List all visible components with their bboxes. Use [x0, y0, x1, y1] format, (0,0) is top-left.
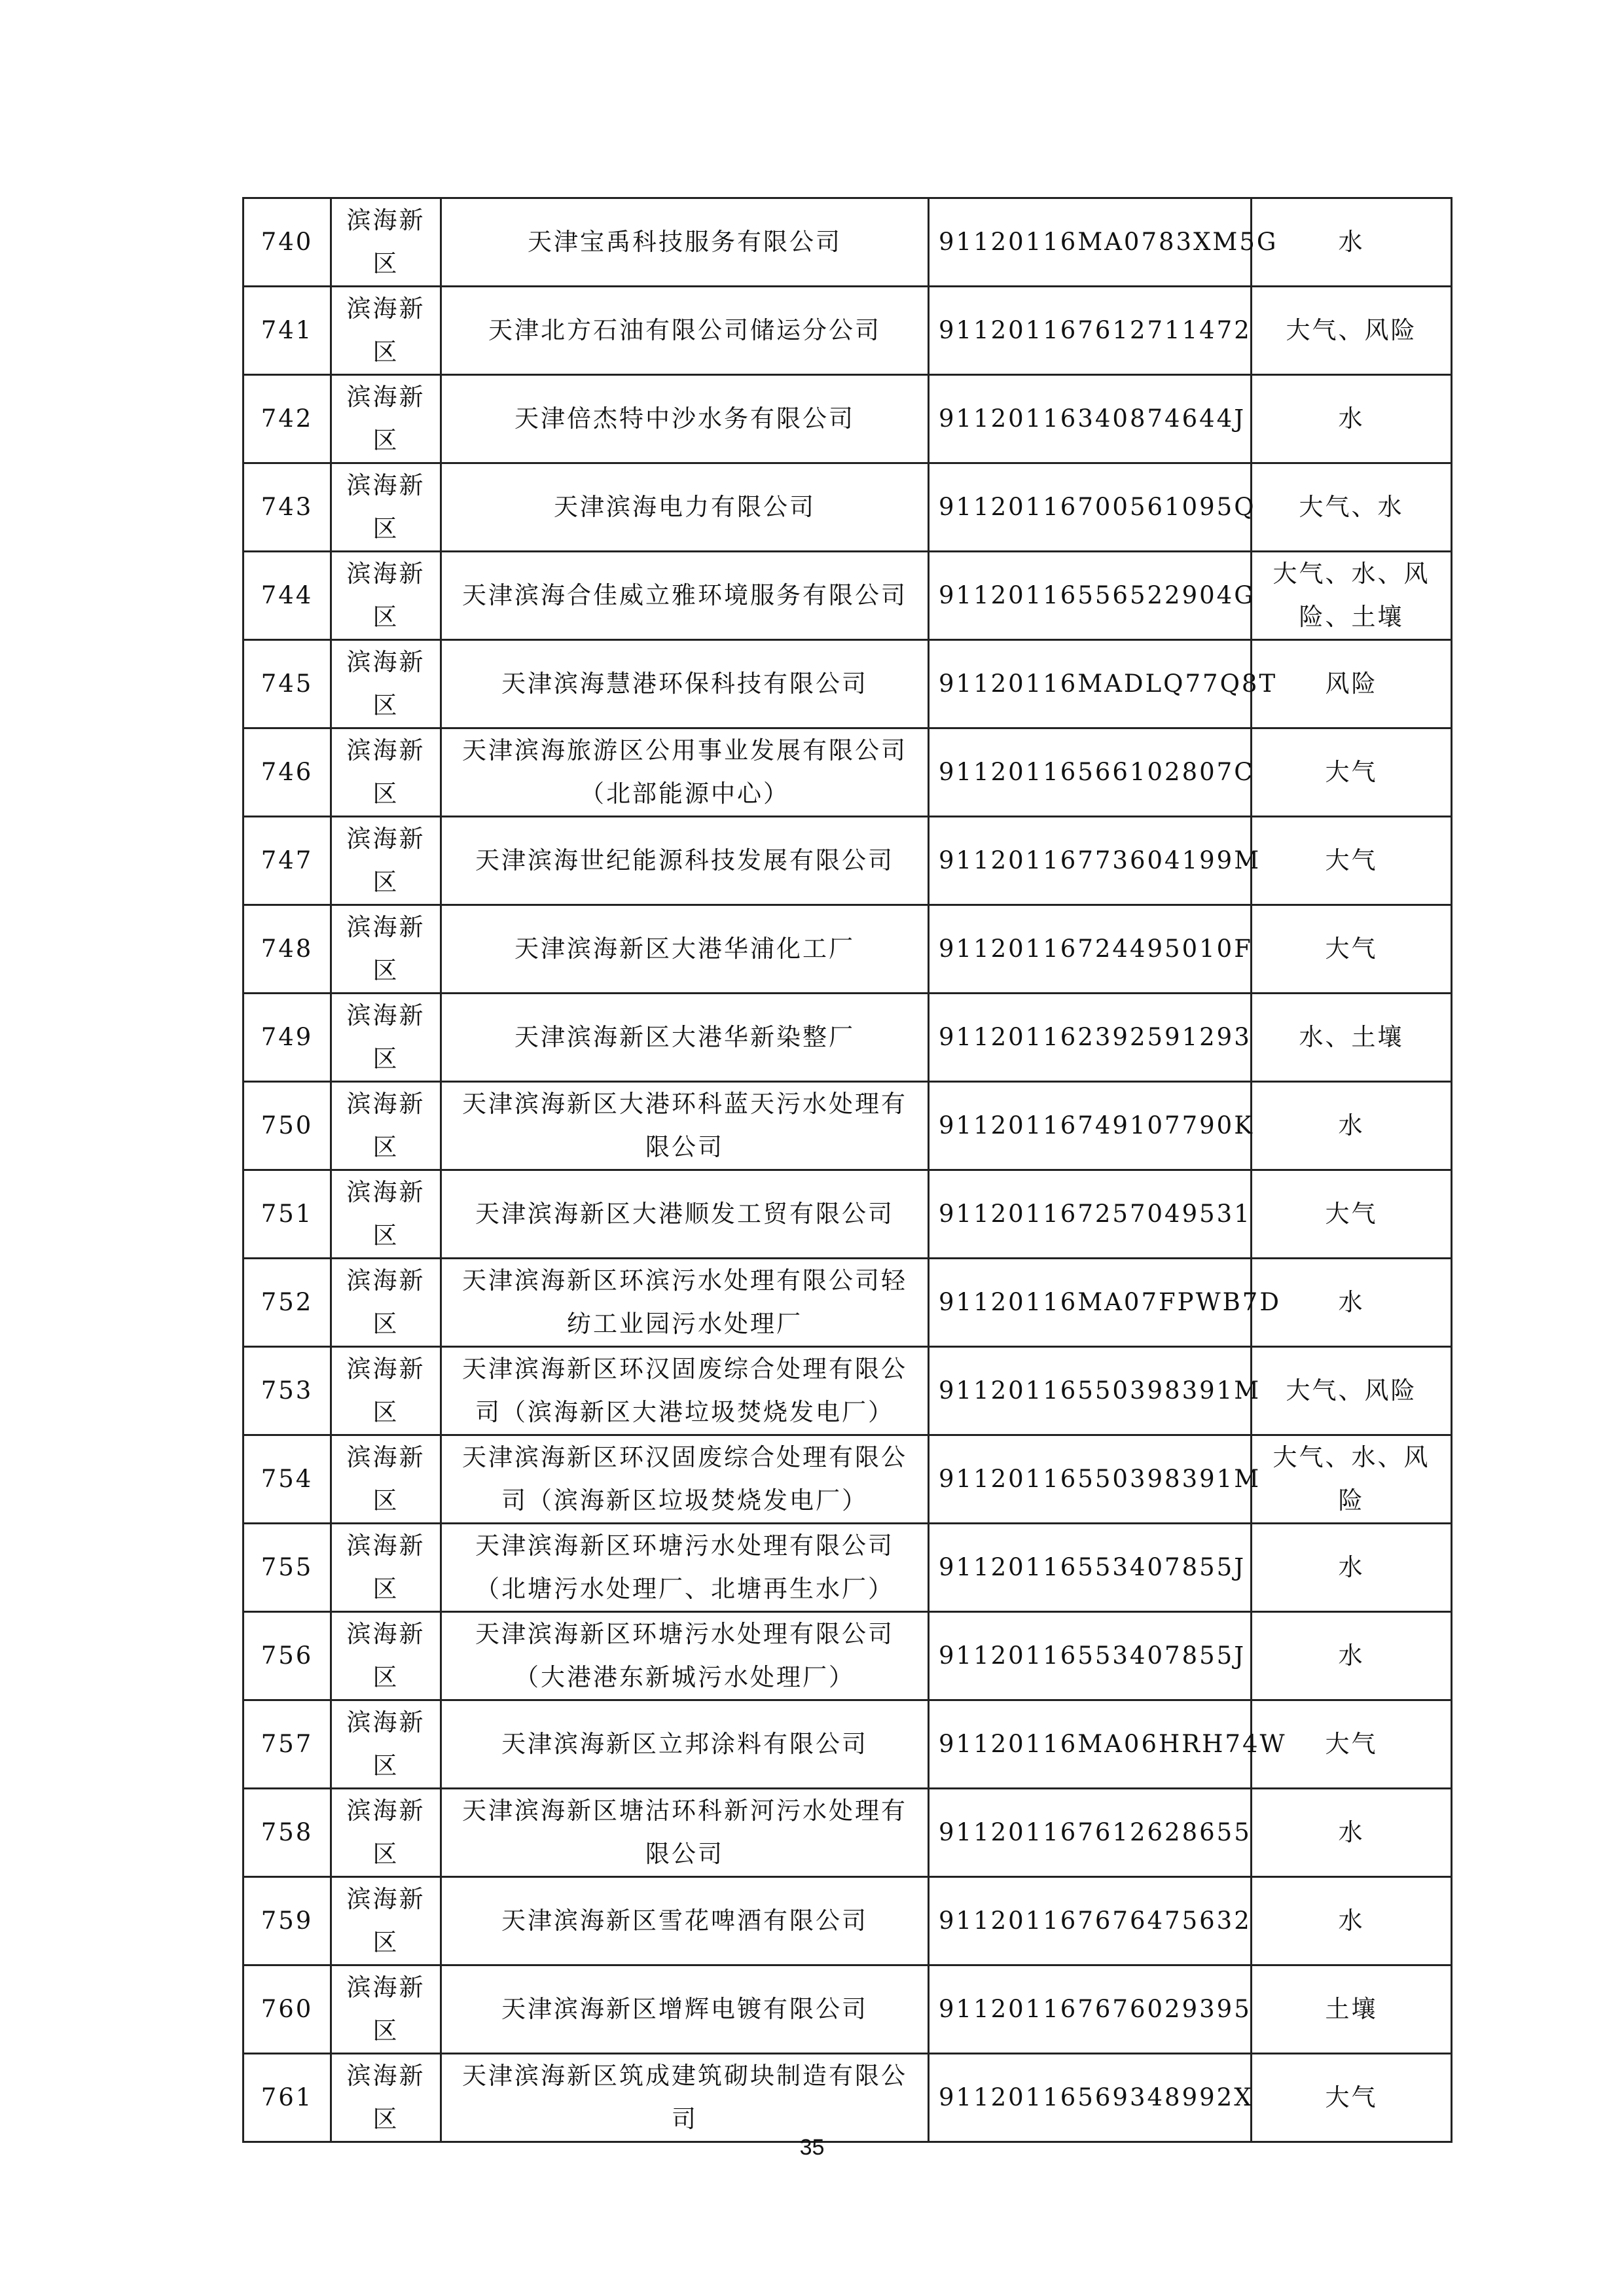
credit-code: 91120116340874644J [929, 375, 1252, 463]
table-row [244, 287, 1452, 375]
row-number: 747 [244, 817, 331, 905]
district: 滨海新区 [331, 1082, 441, 1170]
credit-code: 911201167676029395 [929, 1965, 1252, 2054]
company-name: 天津滨海新区筑成建筑砌块制造有限公司 [441, 2054, 929, 2142]
company-name: 天津滨海电力有限公司 [441, 463, 929, 552]
table-row [244, 1877, 1452, 1965]
table-row [244, 1612, 1452, 1700]
company-name: 天津滨海旅游区公用事业发展有限公司（北部能源中心） [441, 728, 929, 817]
row-number: 749 [244, 994, 331, 1082]
district: 滨海新区 [331, 1170, 441, 1259]
table-row [244, 1259, 1452, 1347]
category: 水 [1252, 1259, 1452, 1347]
category: 大气 [1252, 728, 1452, 817]
table-row [244, 817, 1452, 905]
credit-code: 91120116MA0783XM5G [929, 198, 1252, 287]
row-number: 757 [244, 1700, 331, 1789]
row-number: 744 [244, 552, 331, 640]
company-name: 天津滨海新区环滨污水处理有限公司轻纺工业园污水处理厂 [441, 1259, 929, 1347]
company-name: 天津宝禹科技服务有限公司 [441, 198, 929, 287]
district: 滨海新区 [331, 552, 441, 640]
district: 滨海新区 [331, 1435, 441, 1524]
category: 大气、水、风险 [1252, 1435, 1452, 1524]
district: 滨海新区 [331, 1965, 441, 2054]
row-number: 756 [244, 1612, 331, 1700]
credit-code: 911201167612628655 [929, 1789, 1252, 1877]
row-number: 760 [244, 1965, 331, 2054]
category: 大气、水、风险、土壤 [1252, 552, 1452, 640]
district: 滨海新区 [331, 640, 441, 728]
company-name: 天津倍杰特中沙水务有限公司 [441, 375, 929, 463]
credit-code: 91120116749107790K [929, 1082, 1252, 1170]
table-row [244, 1700, 1452, 1789]
table-row [244, 1347, 1452, 1435]
row-number: 741 [244, 287, 331, 375]
table-row [244, 728, 1452, 817]
category: 大气 [1252, 1700, 1452, 1789]
row-number: 748 [244, 905, 331, 994]
district: 滨海新区 [331, 2054, 441, 2142]
table-row [244, 375, 1452, 463]
district: 滨海新区 [331, 463, 441, 552]
category: 风险 [1252, 640, 1452, 728]
company-name: 天津滨海新区立邦涂料有限公司 [441, 1700, 929, 1789]
company-name: 天津滨海合佳威立雅环境服务有限公司 [441, 552, 929, 640]
category: 水 [1252, 1877, 1452, 1965]
row-number: 752 [244, 1259, 331, 1347]
credit-code: 91120116569348992X [929, 2054, 1252, 2142]
table-row [244, 905, 1452, 994]
district: 滨海新区 [331, 1524, 441, 1612]
company-name: 天津滨海新区大港华浦化工厂 [441, 905, 929, 994]
table-row [244, 994, 1452, 1082]
credit-code: 91120116553407855J [929, 1524, 1252, 1612]
district: 滨海新区 [331, 375, 441, 463]
row-number: 740 [244, 198, 331, 287]
district: 滨海新区 [331, 905, 441, 994]
credit-code: 911201167257049531 [929, 1170, 1252, 1259]
category: 大气 [1252, 817, 1452, 905]
credit-code: 91120116MADLQ77Q8T [929, 640, 1252, 728]
category: 大气 [1252, 2054, 1452, 2142]
category: 水 [1252, 1524, 1452, 1612]
page-number: 35 [799, 2135, 825, 2160]
credit-code: 911201167612711472 [929, 287, 1252, 375]
credit-code: 91120116566102807C [929, 728, 1252, 817]
table-row [244, 1965, 1452, 2054]
district: 滨海新区 [331, 817, 441, 905]
company-name: 天津滨海新区环塘污水处理有限公司（大港港东新城污水处理厂） [441, 1612, 929, 1700]
category: 水、土壤 [1252, 994, 1452, 1082]
table-row [244, 640, 1452, 728]
company-name: 天津滨海新区大港华新染整厂 [441, 994, 929, 1082]
company-name: 天津滨海新区大港顺发工贸有限公司 [441, 1170, 929, 1259]
row-number: 761 [244, 2054, 331, 2142]
district: 滨海新区 [331, 198, 441, 287]
row-number: 759 [244, 1877, 331, 1965]
credit-code: 911201162392591293 [929, 994, 1252, 1082]
category: 水 [1252, 198, 1452, 287]
company-name: 天津滨海新区环汉固废综合处理有限公司（滨海新区大港垃圾焚烧发电厂） [441, 1347, 929, 1435]
table-body [244, 198, 1452, 2142]
category: 水 [1252, 1789, 1452, 1877]
category: 大气 [1252, 1170, 1452, 1259]
enterprise-table [242, 197, 1453, 2143]
row-number: 758 [244, 1789, 331, 1877]
table-row [244, 1789, 1452, 1877]
row-number: 751 [244, 1170, 331, 1259]
company-name: 天津滨海世纪能源科技发展有限公司 [441, 817, 929, 905]
category: 大气、风险 [1252, 1347, 1452, 1435]
district: 滨海新区 [331, 1347, 441, 1435]
district: 滨海新区 [331, 1612, 441, 1700]
row-number: 746 [244, 728, 331, 817]
credit-code: 911201167676475632 [929, 1877, 1252, 1965]
table-row [244, 2054, 1452, 2142]
district: 滨海新区 [331, 1877, 441, 1965]
table-row [244, 1435, 1452, 1524]
company-name: 天津滨海新区大港环科蓝天污水处理有限公司 [441, 1082, 929, 1170]
row-number: 742 [244, 375, 331, 463]
district: 滨海新区 [331, 1700, 441, 1789]
credit-code: 91120116773604199M [929, 817, 1252, 905]
credit-code: 91120116553407855J [929, 1612, 1252, 1700]
company-name: 天津滨海新区雪花啤酒有限公司 [441, 1877, 929, 1965]
company-name: 天津滨海新区环塘污水处理有限公司（北塘污水处理厂、北塘再生水厂） [441, 1524, 929, 1612]
company-name: 天津滨海新区增辉电镀有限公司 [441, 1965, 929, 2054]
category: 土壤 [1252, 1965, 1452, 2054]
district: 滨海新区 [331, 1789, 441, 1877]
credit-code: 91120116556522904G [929, 552, 1252, 640]
company-name: 天津滨海新区塘沽环科新河污水处理有限公司 [441, 1789, 929, 1877]
credit-code: 91120116724495010F [929, 905, 1252, 994]
category: 大气 [1252, 905, 1452, 994]
row-number: 754 [244, 1435, 331, 1524]
row-number: 743 [244, 463, 331, 552]
district: 滨海新区 [331, 287, 441, 375]
district: 滨海新区 [331, 728, 441, 817]
company-name: 天津滨海新区环汉固废综合处理有限公司（滨海新区垃圾焚烧发电厂） [441, 1435, 929, 1524]
credit-code: 91120116550398391M [929, 1435, 1252, 1524]
table-row [244, 552, 1452, 640]
district: 滨海新区 [331, 1259, 441, 1347]
credit-code: 91120116550398391M [929, 1347, 1252, 1435]
category: 水 [1252, 375, 1452, 463]
row-number: 755 [244, 1524, 331, 1612]
table-row [244, 463, 1452, 552]
row-number: 745 [244, 640, 331, 728]
category: 水 [1252, 1612, 1452, 1700]
row-number: 753 [244, 1347, 331, 1435]
credit-code: 91120116MA06HRH74W [929, 1700, 1252, 1789]
table-row [244, 198, 1452, 287]
table-row [244, 1082, 1452, 1170]
category: 大气、水 [1252, 463, 1452, 552]
row-number: 750 [244, 1082, 331, 1170]
category: 水 [1252, 1082, 1452, 1170]
table-row [244, 1524, 1452, 1612]
district: 滨海新区 [331, 994, 441, 1082]
company-name: 天津滨海慧港环保科技有限公司 [441, 640, 929, 728]
company-name: 天津北方石油有限公司储运分公司 [441, 287, 929, 375]
table-row [244, 1170, 1452, 1259]
category: 大气、风险 [1252, 287, 1452, 375]
credit-code: 91120116700561095Q [929, 463, 1252, 552]
credit-code: 91120116MA07FPWB7D [929, 1259, 1252, 1347]
